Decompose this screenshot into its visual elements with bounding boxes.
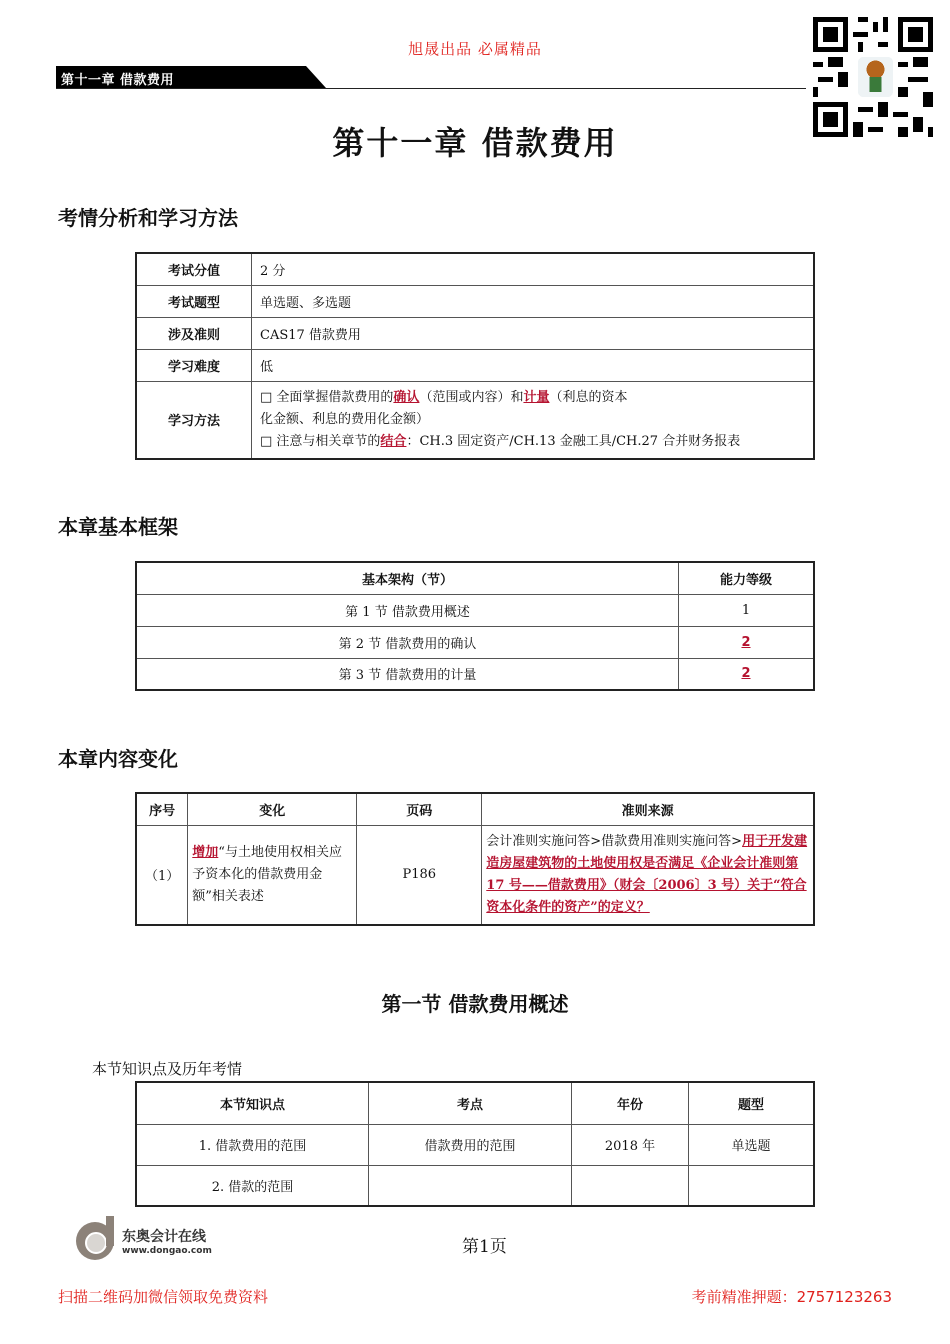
column-header: 考点 [369, 1082, 572, 1124]
logo-url: www.dongao.com [122, 1246, 212, 1256]
page-number: 第1页 [462, 1237, 507, 1257]
table-row [136, 381, 814, 459]
footer-note-left: 扫描二维码加微信领取免费资料 [58, 1288, 269, 1306]
learning-method-value [252, 381, 815, 459]
section-name: 第 3 节 借款费用的计量 [136, 658, 679, 690]
row-index: （1） [136, 825, 188, 925]
change-description: 增加“与土地使用权相关应予资本化的借款费用金额”相关表述 [188, 825, 357, 925]
column-header: 能力等级 [679, 562, 815, 594]
column-header: 本节知识点 [136, 1082, 369, 1124]
row-label: 涉及准则 [136, 317, 252, 349]
method-line-2: 化金额、利息的费用化金额） [260, 411, 430, 427]
year: 2018 年 [572, 1124, 689, 1165]
section-heading-framework: 本章基本框架 [58, 515, 178, 539]
exam-point [369, 1165, 572, 1206]
table-row [136, 253, 814, 285]
row-value: 低 [252, 349, 815, 381]
emphasis-confirm: 确认 [393, 389, 420, 405]
table-row [136, 349, 814, 381]
section-name: 第 2 节 借款费用的确认 [136, 626, 679, 658]
emphasis-combine: 结合 [380, 433, 407, 449]
table-row [136, 594, 814, 626]
table-row [136, 285, 814, 317]
footer-note-right: 考前精准押题：2757123263 [691, 1288, 892, 1306]
page-ref: P186 [357, 825, 482, 925]
ability-level: 2 [679, 658, 815, 690]
row-label: 考试分值 [136, 253, 252, 285]
ability-level: 2 [679, 626, 815, 658]
column-header: 序号 [136, 793, 188, 825]
table-row [136, 626, 814, 658]
section-heading-analysis: 考情分析和学习方法 [58, 206, 238, 230]
page-title: 第十一章 借款费用 [332, 124, 618, 162]
chapter-band-label: 第十一章 借款费用 [61, 73, 175, 88]
knowledge-points-table [135, 1081, 815, 1207]
row-label: 学习方法 [136, 381, 252, 459]
exam-point: 借款费用的范围 [369, 1124, 572, 1165]
knowledge-point: 1. 借款费用的范围 [136, 1124, 369, 1165]
column-header: 年份 [572, 1082, 689, 1124]
year [572, 1165, 689, 1206]
column-header: 准则来源 [482, 793, 814, 825]
table-row [136, 317, 814, 349]
section-title: 第一节 借款费用概述 [381, 992, 569, 1016]
method-line-3: □ 注意与相关章节的结合：CH.3 固定资产/CH.13 金融工具/CH.27 合并财务报表 [260, 433, 741, 449]
question-type [689, 1165, 815, 1206]
method-line-1: □ 全面掌握借款费用的确认（范围或内容）和计量（利息的资本 [260, 389, 628, 405]
table-row [136, 1165, 814, 1206]
framework-table [135, 561, 815, 691]
table-row [136, 658, 814, 690]
section-name: 第 1 节 借款费用概述 [136, 594, 679, 626]
table-header-row [136, 793, 814, 825]
ability-level: 1 [679, 594, 815, 626]
column-header: 题型 [689, 1082, 815, 1124]
source-link[interactable]: 用于开发建造房屋建筑物的土地使用权是否满足《企业会计准则第 17 号——借款费用》（财会〔2006〕3 号）关于“符合资本化条件的资产”的定义？ [486, 833, 808, 915]
table-row [136, 825, 814, 925]
table-header-row [136, 1082, 814, 1124]
knowledge-point: 2. 借款的范围 [136, 1165, 369, 1206]
chapter-band [56, 66, 806, 89]
row-value: 单选题、多选题 [252, 285, 815, 317]
row-value: 2 分 [252, 253, 815, 285]
exam-analysis-table [135, 252, 815, 460]
emphasis-measure: 计量 [523, 389, 550, 405]
column-header: 变化 [188, 793, 357, 825]
row-value: CAS17 借款费用 [252, 317, 815, 349]
column-header: 页码 [357, 793, 482, 825]
question-type: 单选题 [689, 1124, 815, 1165]
section-subheading: 本节知识点及历年考情 [92, 1060, 243, 1078]
section-heading-changes: 本章内容变化 [58, 747, 178, 771]
standard-source: 会计准则实施问答>借款费用准则实施问答>用于开发建造房屋建筑物的土地使用权是否满足《企业会计准则第 17 号——借款费用》（财会〔2006〕3 号）关于“符合资本化条件的资产”的定义？ [482, 825, 814, 925]
column-header: 基本架构（节） [136, 562, 679, 594]
row-label: 考试题型 [136, 285, 252, 317]
changes-table [135, 792, 815, 926]
header-slogan: 旭晟出品 必属精品 [408, 40, 542, 58]
row-label: 学习难度 [136, 349, 252, 381]
dongao-logo [76, 1222, 256, 1266]
table-row [136, 1124, 814, 1165]
table-header-row [136, 562, 814, 594]
logo-name: 东奥会计在线 [122, 1229, 206, 1245]
